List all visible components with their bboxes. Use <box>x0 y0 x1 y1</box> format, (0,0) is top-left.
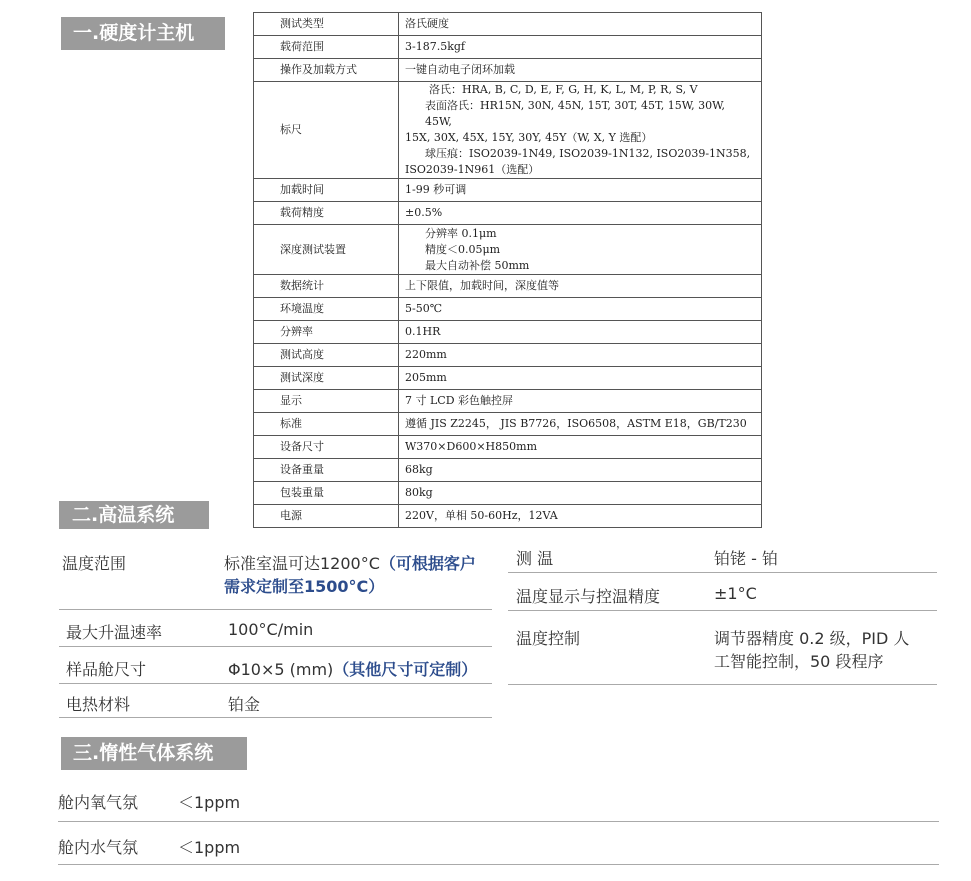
spec-key: 数据统计 <box>254 275 399 298</box>
spec-value-line: 7 寸 LCD 彩色触控屏 <box>405 394 514 407</box>
divider <box>59 717 492 718</box>
spec-key: 载荷精度 <box>254 202 399 225</box>
spec-key: 设备尺寸 <box>254 436 399 459</box>
temp-range-label: 温度范围 <box>62 554 127 573</box>
spec-key: 标尺 <box>254 82 399 179</box>
spec-value-line: 表面洛氏：HR15N, 30N, 45N, 15T, 30T, 45T, 15W, 30W, 45W, <box>425 99 725 128</box>
divider <box>59 609 492 610</box>
spec-value-line: 一键自动电子闭环加载 <box>405 63 515 76</box>
spec-key: 电源 <box>254 505 399 528</box>
display-label: 温度显示与控温精度 <box>516 587 661 606</box>
spec-value-line: 205mm <box>405 371 447 384</box>
spec-value-line: 5-50℃ <box>405 302 443 315</box>
divider <box>508 684 937 685</box>
spec-key: 操作及加载方式 <box>254 59 399 82</box>
display-value: ±1°C <box>714 584 757 603</box>
divider <box>508 572 937 573</box>
spec-value-line: 洛氏：HRA, B, C, D, E, F, G, H, K, L, M, P, R, S, V <box>429 83 698 96</box>
control-label: 温度控制 <box>516 629 581 648</box>
spec-value-line: ±0.5% <box>405 206 443 219</box>
chamber-value <box>228 657 477 680</box>
spec-value-line: ISO2039-1N961（选配） <box>405 163 540 176</box>
heater-label: 电热材料 <box>66 695 131 714</box>
section-title-high-temp: 二.高温系统 <box>59 501 209 529</box>
divider <box>59 646 492 647</box>
chamber-note: （其他尺寸可定制） <box>333 660 478 679</box>
spec-key: 标准 <box>254 413 399 436</box>
measure-label: 测 温 <box>516 549 554 568</box>
water-label: 舱内水气氛 <box>58 838 139 857</box>
chamber-label: 样品舱尺寸 <box>66 660 147 679</box>
spec-value-line: 球压痕：ISO2039-1N49, ISO2039-1N132, ISO2039-1N358, <box>425 147 751 160</box>
spec-value-line: 3-187.5kgf <box>405 40 465 53</box>
spec-value-line: 最大自动补偿 50mm <box>425 258 530 272</box>
divider <box>58 864 939 865</box>
temp-range-note: （可根据客户 <box>379 554 476 573</box>
spec-key: 测试类型 <box>254 13 399 36</box>
spec-value-line: 分辨率 0.1μm <box>425 226 497 240</box>
spec-key: 测试高度 <box>254 344 399 367</box>
spec-key: 设备重量 <box>254 459 399 482</box>
max-rate-label: 最大升温速率 <box>66 623 163 642</box>
spec-key: 深度测试装置 <box>254 225 399 275</box>
control-value-2: 工智能控制，50 段程序 <box>714 652 884 671</box>
spec-value-line: 68kg <box>405 463 433 476</box>
spec-key: 测试深度 <box>254 367 399 390</box>
spec-value-line: 上下限值，加载时间，深度值等 <box>405 279 559 292</box>
oxygen-value: ＜1ppm <box>178 793 241 812</box>
spec-value-line: 1-99 秒可调 <box>405 183 467 196</box>
spec-value-line: 15X, 30X, 45X, 15Y, 30Y, 45Y（W, X, Y 选配） <box>405 131 653 144</box>
oxygen-label: 舱内氧气氛 <box>58 793 139 812</box>
spec-key: 显示 <box>254 390 399 413</box>
spec-value-line: 洛氏硬度 <box>405 17 449 30</box>
spec-value-line: W370×D600×H850mm <box>405 440 537 453</box>
spec-value-line: 精度＜0.05μm <box>425 242 501 256</box>
section-title-hardness: 一.硬度计主机 <box>61 17 225 50</box>
spec-value-line: 80kg <box>405 486 433 499</box>
spec-value-line: 220mm <box>405 348 447 361</box>
control-value-1: 调节器精度 0.2 级，PID 人 <box>714 629 910 648</box>
section-title-inert-gas: 三.惰性气体系统 <box>61 737 247 770</box>
spec-key: 加载时间 <box>254 179 399 202</box>
spec-value-line: 遵循 JIS Z2245， JIS B7726，ISO6508，ASTM E18，GB/T230 <box>405 417 747 430</box>
spec-key: 分辨率 <box>254 321 399 344</box>
spec-value-line: 220V，单相 50-60Hz，12VA <box>405 509 558 522</box>
divider <box>508 610 937 611</box>
measure-value: 铂铑 - 铂 <box>714 549 778 568</box>
spec-key: 载荷范围 <box>254 36 399 59</box>
temp-range-note-2: 需求定制至1500°C） <box>224 577 385 596</box>
spec-key: 包装重量 <box>254 482 399 505</box>
heater-value: 铂金 <box>228 695 261 714</box>
temp-range-main: 标准室温可达1200°C <box>224 554 380 573</box>
max-rate-value: 100°C/min <box>228 620 314 639</box>
chamber-main: Φ10×5 (mm) <box>228 660 334 679</box>
spec-value-line: 0.1HR <box>405 325 441 338</box>
water-value: ＜1ppm <box>178 838 241 857</box>
divider <box>58 821 939 822</box>
divider <box>59 683 492 684</box>
spec-key: 环境温度 <box>254 298 399 321</box>
temp-range-value <box>224 551 476 574</box>
